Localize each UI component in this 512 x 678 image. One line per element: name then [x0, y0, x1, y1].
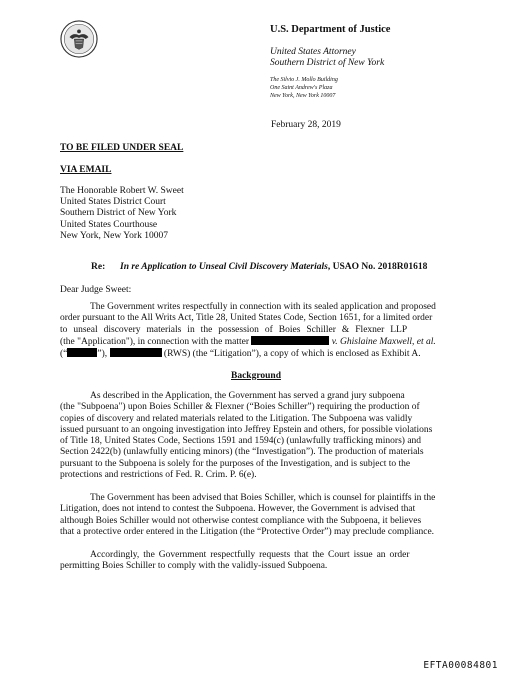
body-line: The Government writes respectfully in connection with its sealed application and proposed: [90, 302, 436, 312]
body-line: issued pursuant to an ongoing investigation into Jeffrey Epstein and others, for possible violations: [60, 424, 433, 435]
re-label: Re:: [91, 262, 106, 272]
body-line: Accordingly, the Government respectfully requests that the Court issue an order: [90, 550, 410, 560]
department-name: U.S. Department of Justice: [270, 24, 391, 35]
body-text: ”),: [97, 349, 108, 360]
body-line-with-redaction: [60, 348, 453, 360]
redaction-bar: [110, 348, 162, 357]
case-caption: v. Ghislaine Maxwell, et al.: [331, 336, 436, 347]
paragraph-request: [60, 550, 453, 573]
recipient-block: [60, 186, 184, 242]
recipient-line: New York, New York 10007: [60, 230, 168, 241]
body-line: to unseal discovery materials in the possession of Boies Schiller & Flexner LLP: [60, 324, 408, 335]
address-line-1: The Silvio J. Mollo Building: [270, 77, 338, 83]
body-line: copies of discovery and related materials related to the Litigation. The Subpoena was validly: [60, 413, 413, 424]
body-line: that a protective order entered in the Litigation (the “Protective Order”) may preclude compliance.: [60, 526, 435, 537]
body-line: The Government has been advised that Boies Schiller, which is counsel for plaintiffs in the: [90, 493, 436, 503]
address-line-3: New York, New York 10007: [270, 93, 336, 99]
document-id: EFTA00084801: [423, 660, 498, 671]
recipient-line: United States District Court: [60, 197, 166, 208]
body-line: Section 2422(b) (unlawfully enticing minors) (the “Investigation”). The production of materials: [60, 447, 424, 458]
re-usao-number: , USAO No. 2018R01618: [327, 262, 428, 272]
body-line: Litigation, does not intend to contest the Subpoena. However, the Government is advised that: [60, 504, 416, 515]
recipient-line: United States Courthouse: [60, 219, 158, 230]
background-heading: Background: [231, 371, 281, 381]
body-line: order pursuant to the All Writs Act, Title 28, United States Code, Section 1651, for a limited order: [60, 313, 433, 324]
body-line-with-redaction: [60, 336, 453, 348]
paragraph-protective-order: [60, 493, 453, 538]
recipient-line: The Honorable Robert W. Sweet: [60, 186, 184, 196]
body-line: pursuant to the Subpoena is solely for the purposes of the Investigation, and is subject to the: [60, 458, 411, 469]
redaction-bar: [251, 336, 329, 345]
recipient-line: Southern District of New York: [60, 208, 177, 219]
redaction-bar: [67, 348, 97, 357]
address-line-2: One Saint Andrew's Plaza: [270, 85, 333, 91]
body-text: (the "Application"), in connection with the matter: [60, 336, 249, 347]
paragraph-intro: [60, 302, 453, 360]
body-line: (the "Subpoena") upon Boies Schiller & Flexner (“Boies Schiller”) requiring the production of: [60, 402, 420, 413]
body-text: (RWS) (the “Litigation”), a copy of which is enclosed as Exhibit A.: [163, 349, 421, 360]
delivery-method: VIA EMAIL: [60, 165, 112, 175]
re-subject: In re Application to Unseal Civil Discovery Materials: [120, 262, 328, 272]
body-line: permitting Boies Schiller to comply with the validly-issued Subpoena.: [60, 561, 328, 572]
body-line: of Title 18, United States Code, Sections 1591 and 1594(c) (unlawfully trafficking minors) and: [60, 436, 422, 447]
re-subject-line: [120, 262, 427, 272]
paragraph-background: [60, 391, 453, 481]
filing-notice: TO BE FILED UNDER SEAL: [60, 143, 184, 153]
office-line-1: United States Attorney: [270, 47, 356, 57]
salutation: Dear Judge Sweet:: [60, 285, 132, 295]
office-line-2: Southern District of New York: [270, 58, 385, 68]
body-text: (“: [60, 349, 68, 360]
letter-date: February 28, 2019: [271, 120, 341, 130]
doj-seal-icon: [60, 20, 98, 58]
body-line: As described in the Application, the Government has served a grand jury subpoena: [90, 391, 405, 401]
body-line: although Boies Schiller would not otherwise contest compliance with the Subpoena, it believes: [60, 515, 422, 526]
body-line: protections and restrictions of Fed. R. Crim. P. 6(e).: [60, 470, 257, 481]
